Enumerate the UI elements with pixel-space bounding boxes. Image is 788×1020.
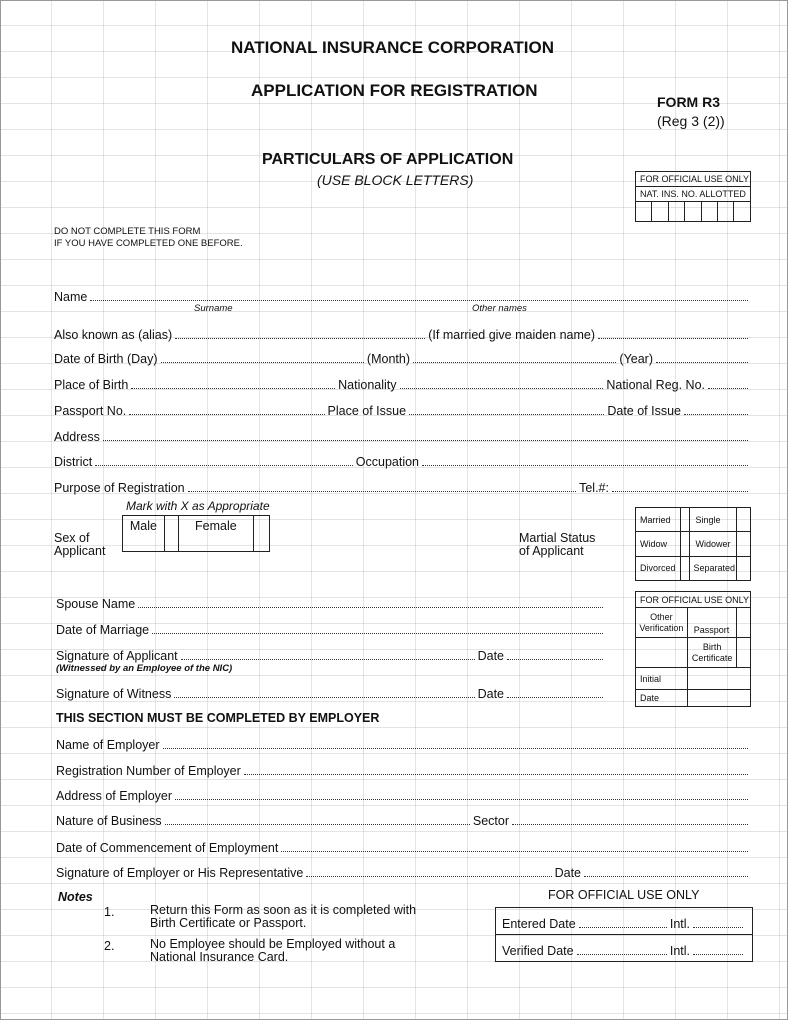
entered-date-field[interactable] [579,927,667,928]
other-verification-line-2: Verification [639,622,684,633]
employer-section-title: THIS SECTION MUST BE COMPLETED BY EMPLOYER [56,711,380,725]
spouse-name-field[interactable] [138,607,603,608]
occupation-field[interactable] [422,465,748,466]
employer-reg-row [56,762,751,778]
sex-box [122,515,270,552]
marital-label-line-2: of Applicant [519,544,584,558]
dob-month-field[interactable] [413,362,616,363]
form-title: APPLICATION FOR REGISTRATION [251,81,538,100]
marital-label-line-1: Martial Status [519,531,596,545]
verified-date-label: Verified Date [502,944,574,958]
commencement-label: Date of Commencement of Employment [56,841,279,855]
business-nature-field[interactable] [165,824,470,825]
entered-intl-label: Intl. [669,917,690,931]
date-label: Date [636,689,688,706]
organization-title: NATIONAL INSURANCE CORPORATION [231,38,554,57]
initial-label: Initial [636,668,688,689]
tel-field[interactable] [612,491,748,492]
divorced-checkbox[interactable] [680,556,689,580]
address-label: Address [54,430,100,444]
witness-date-label: Date [477,687,504,701]
birth-cert-line-1: Birth [702,641,722,652]
district-row [54,453,751,469]
sex-label-line-2: Applicant [54,544,106,558]
note-2-number: 2. [104,939,115,953]
marital-option-single: Single [689,508,737,532]
employer-date-label: Date [554,866,581,880]
national-reg-label: National Reg. No. [606,378,706,392]
applicant-signature-row [56,647,606,663]
date-of-issue-label: Date of Issue [607,404,681,418]
national-reg-field[interactable] [708,388,748,389]
place-of-birth-label: Place of Birth [54,378,129,392]
sex-label-line-1: Sex of [54,531,90,545]
applicant-date-label: Date [477,649,504,663]
verified-date-field[interactable] [577,954,667,955]
verified-intl-field[interactable] [693,954,743,955]
spouse-name-label: Spouse Name [56,597,136,611]
female-label: Female [178,516,254,552]
section-title: PARTICULARS OF APPLICATION [262,151,514,168]
entered-date-label: Entered Date [502,917,576,931]
ins-no-cell[interactable] [668,202,684,222]
passport-row [54,402,751,418]
dob-month-label: (Month) [366,352,410,366]
official-use-box-mid [635,591,751,707]
note-2-line-1: No Employee should be Employed without a [150,937,396,951]
nationality-label: Nationality [338,378,397,392]
dob-day-label: Date of Birth (Day) [54,352,158,366]
address-row [54,428,751,444]
single-checkbox[interactable] [737,508,751,532]
dob-year-label: (Year) [619,352,653,366]
business-nature-label: Nature of Business [56,814,162,828]
official-mid-title: FOR OFFICIAL USE ONLY [636,592,751,608]
name-row [54,288,751,304]
notes-title: Notes [58,890,93,904]
divider [496,934,752,935]
district-field[interactable] [95,465,353,466]
initial-field[interactable] [687,668,750,689]
commencement-field[interactable] [281,851,748,852]
employer-reg-label: Registration Number of Employer [56,764,241,778]
marital-option-widower: Widower [689,532,737,556]
purpose-field[interactable] [188,491,576,492]
marital-option-widow: Widow [636,532,681,556]
section-note: (USE BLOCK LETTERS) [317,172,474,188]
form-code: FORM R3 [657,94,720,110]
passport-label: Passport [687,608,737,638]
name-field[interactable] [90,300,748,301]
ins-no-cell[interactable] [685,202,701,222]
employer-address-label: Address of Employer [56,789,173,803]
employer-reg-field[interactable] [244,774,748,775]
alias-row [54,326,751,342]
note-1-line-2: Birth Certificate or Passport. [150,916,307,930]
marriage-date-field[interactable] [152,633,603,634]
widower-checkbox[interactable] [737,532,751,556]
employer-address-row [56,787,751,803]
married-checkbox[interactable] [680,508,689,532]
purpose-label: Purpose of Registration [54,481,185,495]
passport-checkbox[interactable] [737,608,751,638]
marital-status-box [635,507,751,581]
witness-note: (Witnessed by an Employee of the NIC) [56,663,233,674]
passport-field[interactable] [129,414,324,415]
sector-label: Sector [472,814,509,828]
employer-signature-field[interactable] [306,876,551,877]
marital-option-married: Married [636,508,681,532]
witness-signature-label: Signature of Witness [56,687,172,701]
maiden-name-label: (If married give maiden name) [428,328,595,342]
verified-date-row [502,942,746,958]
employer-name-label: Name of Employer [56,738,160,752]
maiden-name-field[interactable] [598,338,748,339]
note-1-line-1: Return this Form as soon as it is completed with [150,903,417,917]
marital-option-separated: Separated [689,556,737,580]
official-use-box-top [635,171,751,222]
purpose-row [54,479,751,495]
surname-hint: Surname [194,303,233,314]
note-1-number: 1. [104,905,115,919]
marriage-date-label: Date of Marriage [56,623,150,637]
place-of-issue-label: Place of Issue [327,404,407,418]
official-bottom-title: FOR OFFICIAL USE ONLY [548,888,700,902]
passport-label: Passport No. [54,404,127,418]
separated-checkbox[interactable] [737,556,751,580]
address-field[interactable] [103,440,748,441]
employer-signature-row [56,864,751,880]
witness-signature-row [56,685,606,701]
applicant-date-field[interactable] [507,659,603,660]
dob-day-field[interactable] [161,362,364,363]
ins-no-cell[interactable] [734,202,751,222]
business-nature-row [56,812,751,828]
official-box-title: FOR OFFICIAL USE ONLY [636,172,751,187]
entered-date-row [502,915,746,931]
ins-no-cell[interactable] [652,202,668,222]
witness-date-field[interactable] [507,697,603,698]
employer-address-field[interactable] [175,799,748,800]
dob-year-field[interactable] [656,362,748,363]
blank-cell [636,638,688,668]
dob-row [54,350,751,366]
marriage-date-row [56,621,606,637]
spouse-name-row [56,595,606,611]
ins-no-cell[interactable] [718,202,734,222]
nationality-field[interactable] [400,388,604,389]
alias-label: Also known as (alias) [54,328,173,342]
marital-option-divorced: Divorced [636,556,681,580]
ins-no-cell[interactable] [636,202,652,222]
other-verification-line-1: Other [650,611,673,622]
district-label: District [54,455,93,469]
sex-instruction: Mark with X as Appropriate [126,499,270,513]
female-checkbox[interactable] [254,516,270,552]
witness-signature-field[interactable] [174,697,474,698]
warning-line-1: DO NOT COMPLETE THIS FORM [54,226,201,237]
note-2-line-2: National Insurance Card. [150,950,289,964]
verified-intl-label: Intl. [669,944,690,958]
other-names-hint: Other names [472,303,527,314]
ins-no-cell[interactable] [701,202,717,222]
form-reg: (Reg 3 (2)) [657,113,725,129]
applicant-signature-label: Signature of Applicant [56,649,178,663]
date-of-issue-field[interactable] [684,414,748,415]
employer-name-field[interactable] [163,748,748,749]
place-of-issue-field[interactable] [409,414,604,415]
place-of-birth-field[interactable] [131,388,335,389]
applicant-signature-field[interactable] [181,659,475,660]
sector-field[interactable] [512,824,748,825]
warning-line-2: IF YOU HAVE COMPLETED ONE BEFORE. [54,238,243,249]
tel-label: Tel.#: [579,481,609,495]
commencement-row [56,839,751,855]
date-field[interactable] [687,689,750,706]
employer-name-row [56,736,751,752]
employer-date-field[interactable] [584,876,748,877]
entered-intl-field[interactable] [693,927,743,928]
occupation-label: Occupation [355,455,419,469]
birth-cert-line-2: Certificate [691,652,733,663]
male-label: Male [123,516,165,552]
birth-cert-checkbox[interactable] [737,638,751,668]
birth-place-row [54,376,751,392]
official-use-box-bottom [495,907,753,962]
employer-signature-label: Signature of Employer or His Representative [56,866,304,880]
name-label: Name [54,290,88,304]
alias-field[interactable] [175,338,425,339]
widow-checkbox[interactable] [680,532,689,556]
male-checkbox[interactable] [164,516,178,552]
official-box-label: NAT. INS. NO. ALLOTTED [636,187,751,202]
